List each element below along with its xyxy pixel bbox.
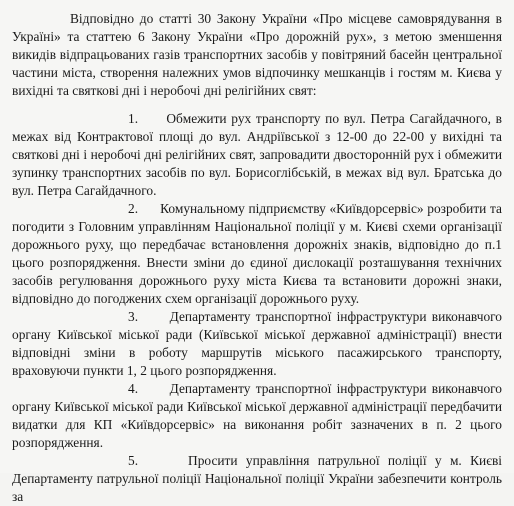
list-item bbox=[12, 308, 502, 380]
list-item bbox=[12, 452, 502, 506]
item-number: 4. bbox=[128, 381, 139, 396]
list-item bbox=[12, 380, 502, 452]
list-item bbox=[12, 200, 502, 308]
item-text: Департаменту транспортної інфраструктури виконавчого органу Київської міської ради (Київської міської державної адміністрації) внести відповідні зміни в роботу маршрутів міського пасажирського транспорту, враховуючи пункти 1, 2 цього розпорядження. bbox=[12, 309, 502, 378]
item-text: Просити управління патрульної поліції у м. Києві Департаменту патрульної поліції Національної поліції України забезпечити контроль за bbox=[12, 453, 502, 504]
item-number: 5. bbox=[128, 453, 139, 468]
list-item bbox=[12, 110, 502, 200]
item-number: 2. bbox=[128, 201, 139, 216]
document-body bbox=[12, 10, 502, 506]
item-text: Департаменту транспортної інфраструктури виконавчого органу Київської міської ради Київської міської державної адміністрації передбачити видатки для КП «Київдорсервіс» на виконання робіт зазначених в п. 2 цього розпорядження. bbox=[12, 381, 502, 450]
item-text: Обмежити рух транспорту по вул. Петра Сагайдачного, в межах від Контрактової площі до вул. Андріївської з 12-00 до 22-00 у вихідні та святкові дні і неробочі дні релігійних свят, запровадити двосторонній рух і обмежити зупинку транспортних засобів по вул. Борисоглібській, в межах від вул. Братська до вул. Петра Сагайдачного. bbox=[12, 111, 502, 198]
intro-paragraph: Відповідно до статті 30 Закону України «Про місцеве самоврядування в Україні» та статтею 6 Закону України «Про дорожній рух», з метою зменшення викидів відпрацьованих газів транспортних засобів у повітряний басейн центральної частини міста, створення належних умов відпочинку мешканців і гостям м. Києва у вихідні та святкові дні і неробочі дні релігійних свят: bbox=[12, 11, 502, 98]
item-text: Комунальному підприємству «Київдорсервіс» розробити та погодити з Головним управлінням Національної поліції у м. Києві схеми організації дорожнього руху, що передбачає встановлення дорожніх знаків, відповідно до п.1 цього розпорядження. Внести зміни до єдиної дислокації розташування технічних засобів регулювання дорожнього руху міста Києва та встановити дорожні знаки, відповідно до погоджених схем організації дорожнього руху. bbox=[12, 201, 502, 306]
item-number: 3. bbox=[128, 309, 139, 324]
item-number: 1. bbox=[128, 111, 139, 126]
